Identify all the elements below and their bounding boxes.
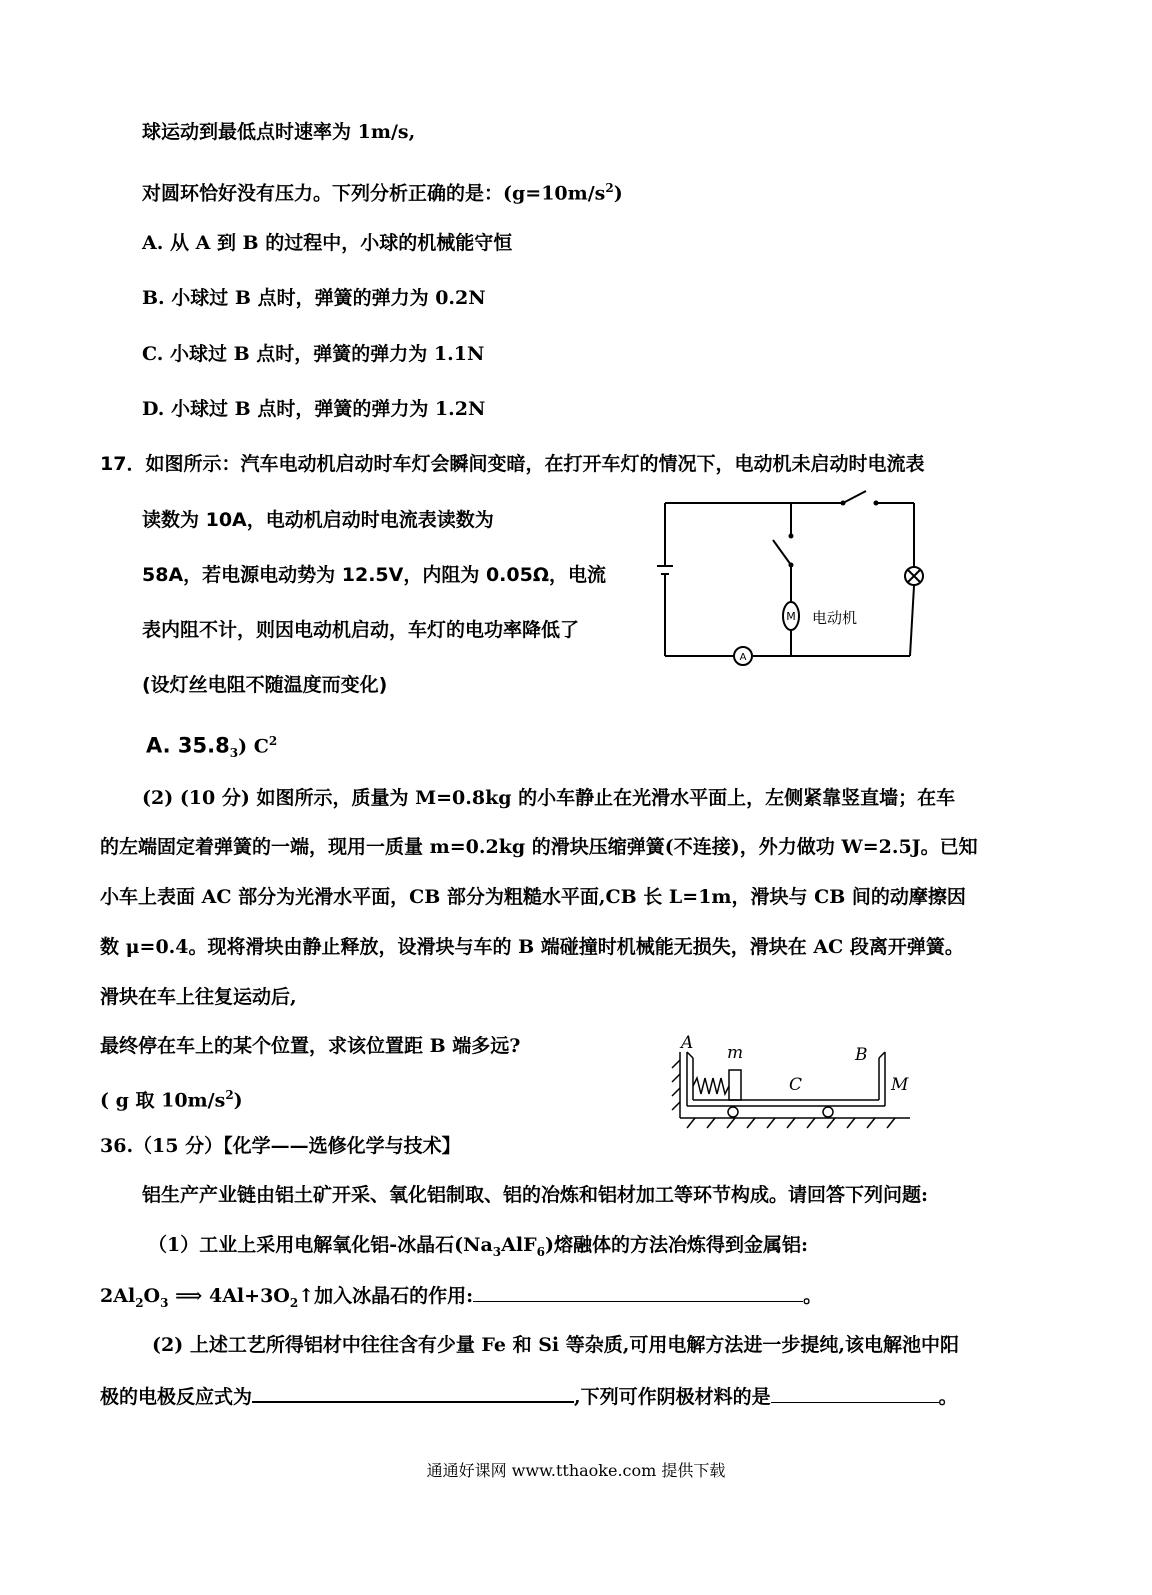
q17-line4: 表内阻不计，则因电动机启动，车灯的电功率降低了 bbox=[142, 619, 580, 641]
label-c: C bbox=[789, 1075, 803, 1095]
q35-line6: 最终停在车上的某个位置，求该位置距 B 端多远? bbox=[100, 1035, 521, 1057]
q16-line1: 球运动到最低点时速率为 1m/s, bbox=[142, 121, 416, 143]
q35-line2: 的左端固定着弹簧的一端，现用一质量 m=0.2kg 的滑块压缩弹簧(不连接)，外力做功 W=2.5J。已知 bbox=[100, 836, 978, 858]
q17-line1: 17．如图所示：汽车电动机启动时车灯会瞬间变暗，在打开车灯的情况下，电动机未启动时电流表 bbox=[100, 453, 925, 475]
q35-line1: (2) (10 分) 如图所示，质量为 M=0.8kg 的小车静止在光滑水平面上，左侧紧靠竖直墙；在车 bbox=[142, 787, 956, 809]
answer-blank-3[interactable] bbox=[771, 1384, 939, 1403]
q35-line7: ( g 取 $10m/s^2$) bbox=[100, 1088, 243, 1112]
q36-part1: （1）工业上采用电解氧化铝-冰晶石$(Na_3AlF_6)$熔融体的方法冶炼得到金属铝: bbox=[148, 1234, 808, 1259]
q36-part2-line1: (2) 上述工艺所得铝材中往往含有少量 Fe 和 Si 等杂质,可用电解方法进一步提纯,该电解池中阳 bbox=[152, 1334, 959, 1356]
q36-title: 36.（15 分）【化学——选修化学与技术】 bbox=[100, 1135, 461, 1157]
label-m: m bbox=[727, 1043, 744, 1063]
label-big-m: M bbox=[891, 1075, 909, 1095]
label-a: A bbox=[681, 1033, 694, 1053]
q16-option-a: A. 从 A 到 B 的过程中，小球的机械能守恒 bbox=[142, 232, 513, 254]
ammeter-symbol: A bbox=[739, 652, 747, 663]
q35-line4: 数 μ=0.4。现将滑块由静止释放，设滑块与车的 B 端碰撞时机械能无损失，滑块在 AC 段离开弹簧。 bbox=[100, 936, 964, 958]
q17-line3: 58A，若电源电动势为 12.5V，内阻为 0.05Ω，电流 bbox=[142, 564, 606, 586]
q36-part2-line2: 极的电极反应式为 ,下列可作阴极材料的是 。 bbox=[100, 1383, 958, 1409]
equilibrium-arrow-icon: ⟹ bbox=[175, 1285, 203, 1307]
footer: 通通好课网 www.tthaoke.com 提供下载 bbox=[426, 1461, 726, 1480]
answer-blank-1[interactable] bbox=[473, 1283, 803, 1302]
answer-blank-2[interactable] bbox=[252, 1383, 574, 1403]
q16-line2: 对圆环恰好没有压力。下列分析正确的是：$(g=10m/s^2)$ bbox=[142, 181, 623, 205]
q17-line5: (设灯丝电阻不随温度而变化) bbox=[142, 674, 388, 696]
q17-answer: A. $35.8_3$) $C^2$ bbox=[146, 733, 278, 761]
label-b: B bbox=[855, 1045, 868, 1065]
circuit-diagram bbox=[648, 488, 938, 673]
q35-line3: 小车上表面 AC 部分为光滑水平面，CB 部分为粗糙水平面,CB 长 L=1m，滑块与 CB 间的动摩擦因 bbox=[100, 886, 966, 908]
motor-label: 电动机 bbox=[812, 609, 858, 627]
q16-option-b: B. 小球过 B 点时，弹簧的弹力为 0.2N bbox=[142, 287, 486, 309]
q36-intro: 铝生产产业链由铝土矿开采、氧化铝制取、铝的冶炼和铝材加工等环节构成。请回答下列问题: bbox=[142, 1184, 929, 1206]
q36-equation: $2Al_2O_3$ ⟹ $4Al+3O_2↑$加入冰晶石的作用: 。 bbox=[100, 1285, 823, 1310]
q16-option-c: C. 小球过 B 点时，弹簧的弹力为 1.1N bbox=[142, 343, 485, 365]
q35-line5: 滑块在车上往复运动后, bbox=[100, 986, 297, 1008]
motor-symbol: M bbox=[786, 610, 796, 623]
q17-line2: 读数为 10A，电动机启动时电流表读数为 bbox=[142, 509, 494, 531]
q16-option-d: D. 小球过 B 点时，弹簧的弹力为 1.2N bbox=[142, 398, 486, 420]
cart-diagram bbox=[655, 1030, 920, 1135]
